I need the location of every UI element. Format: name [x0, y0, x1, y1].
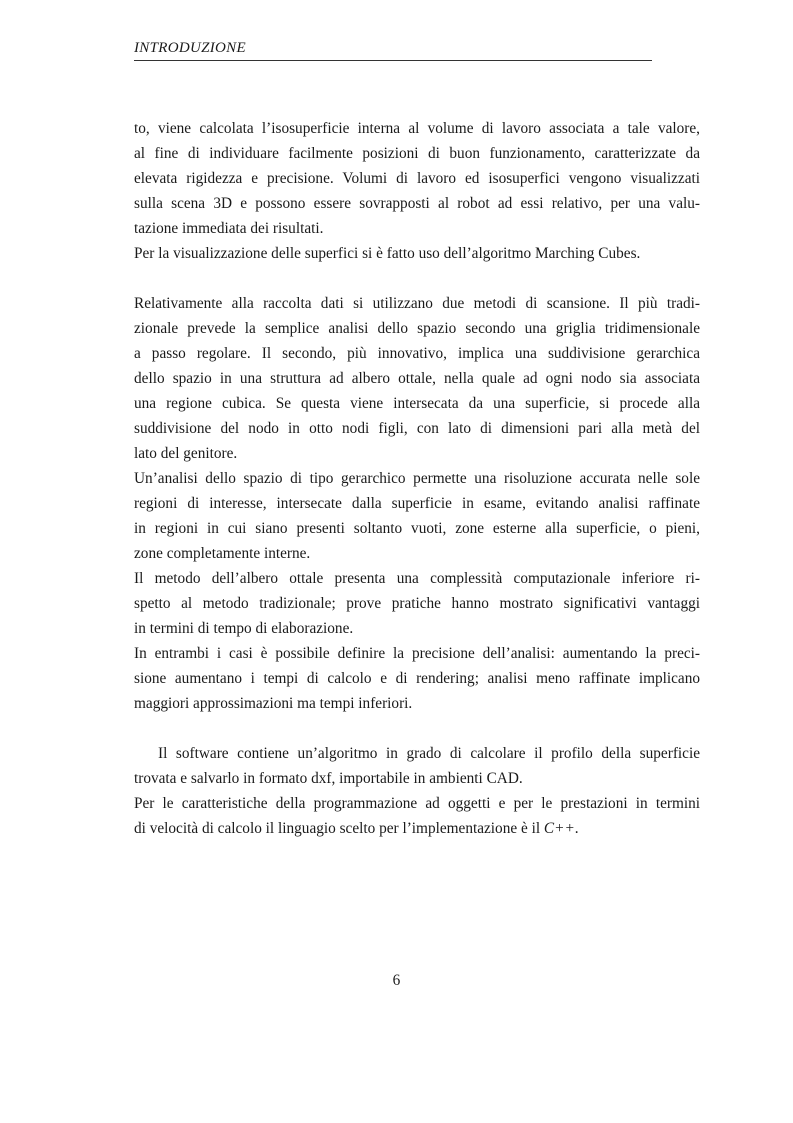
text-line: suddivisione del nodo in otto nodi figli, con lato di dimensioni pari alla metà del — [134, 420, 700, 437]
text-line: Il software contiene un’algoritmo in grado di calcolare il profilo della superficie — [158, 745, 700, 762]
text-line: lato del genitore. — [134, 445, 238, 462]
text-line: regioni di interesse, intersecate dalla superficie in esame, evitando analisi raffinate — [134, 495, 700, 512]
text-line: spetto al metodo tradizionale; prove pratiche hanno mostrato significativi vantaggi — [134, 595, 700, 612]
text-line: In entrambi i casi è possibile definire la precisione dell’analisi: aumentando la preci- — [134, 645, 700, 662]
text-line: to, viene calcolata l’isosuperficie interna al volume di lavoro associata a tale valore, — [134, 120, 700, 137]
text-line: zone completamente interne. — [134, 545, 311, 562]
text-line: Per la visualizzazione delle superfici si è fatto uso dell’algoritmo Marching Cubes. — [134, 245, 641, 262]
text-line: una regione cubica. Se questa viene intersecata da una superficie, si procede alla — [134, 395, 700, 412]
paragraph-gap — [134, 716, 700, 741]
text-line: sulla scena 3D e possono essere sovrapposti al robot ad essi relativo, per una valu- — [134, 195, 700, 212]
text-line: Relativamente alla raccolta dati si utilizzano due metodi di scansione. Il più tradi- — [134, 295, 700, 312]
chapter-title: INTRODUZIONE — [134, 40, 246, 56]
sentence-period: . — [574, 820, 579, 837]
running-header — [134, 38, 652, 61]
text-line: zionale prevede la semplice analisi dello spazio secondo una griglia tridimensionale — [134, 320, 700, 337]
text-line: dello spazio in una struttura ad albero ottale, nella quale ad ogni nodo sia associata — [134, 370, 700, 387]
text-line: sione aumentano i tempi di calcolo e di rendering; analisi meno raffinate implicano — [134, 670, 700, 687]
text-line: Per le caratteristiche della programmazione ad oggetti e per le prestazioni in termini — [134, 795, 700, 812]
page-body — [134, 116, 700, 841]
text-line: Un’analisi dello spazio di tipo gerarchico permette una risoluzione accurata nelle sole — [134, 470, 700, 487]
text-line: Il metodo dell’albero ottale presenta una complessità computazionale inferiore ri- — [134, 570, 700, 587]
text-line: tazione immediata dei risultati. — [134, 220, 324, 237]
cpp-term: C++ — [543, 820, 575, 837]
page-number: 6 — [392, 972, 401, 989]
text-line: trovata e salvarlo in formato dxf, importabile in ambienti CAD. — [134, 770, 523, 787]
text-line: in termini di tempo di elaborazione. — [134, 620, 354, 637]
text-line: a passo regolare. Il secondo, più innovativo, implica una suddivisione gerarchica — [134, 345, 700, 362]
paragraph-gap — [134, 266, 700, 291]
text-line: maggiori approssimazioni ma tempi inferiori. — [134, 695, 413, 712]
text-line: elevata rigidezza e precisione. Volumi di lavoro ed isosuperfici vengono visualizzati — [134, 170, 700, 187]
text-line-last — [134, 816, 700, 841]
text-line: in regioni in cui siano presenti soltanto vuoti, zone esterne alla superficie, o pieni, — [134, 520, 700, 537]
text-line: al fine di individuare facilmente posizioni di buon funzionamento, caratterizzate da — [134, 145, 700, 162]
text-fragment: di velocità di calcolo il linguagio scelto per l’implementazione è il — [134, 820, 544, 837]
